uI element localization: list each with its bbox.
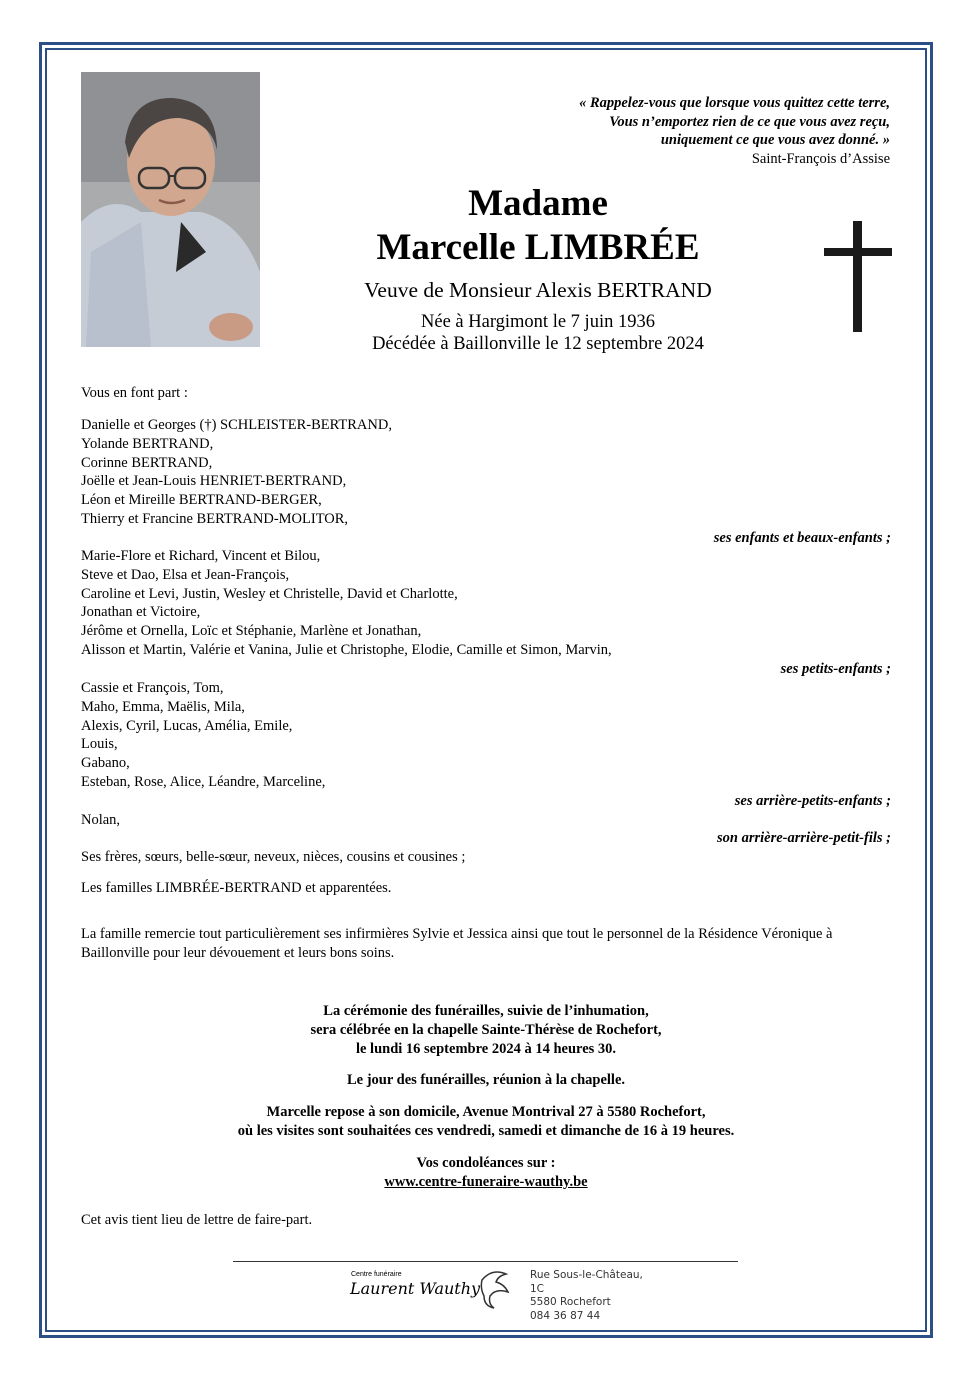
ceremony-line-3: le lundi 16 septembre 2024 à 14 heures 30. <box>355 1041 617 1057</box>
grandchildren-label: ses petits-enfants ; <box>780 660 891 677</box>
ceremony-line-1: La cérémonie des funérailles, suivie de l’inhumation, <box>323 1003 649 1019</box>
funeral-home-logo <box>336 1264 656 1322</box>
condolences-block <box>81 1154 891 1192</box>
list-item: Steve et Dao, Elsa et Jean-François, <box>81 566 290 583</box>
list-item: Alexis, Cyril, Lucas, Amélia, Emile, <box>81 717 293 734</box>
list-item: Nolan, <box>81 811 121 828</box>
footer-address <box>530 1269 656 1323</box>
great-grandchildren-label: ses arrière-petits-enfants ; <box>734 792 891 809</box>
ceremony-line-2: sera célébrée en la chapelle Sainte-Thérèse de Rochefort, <box>310 1022 662 1038</box>
logo-brand: Laurent Wauthy <box>350 1279 481 1298</box>
intro-text: Vous en font part : <box>81 385 188 401</box>
condolences-label: Vos condoléances sur : <box>416 1155 556 1171</box>
phone-number: 084 36 87 44 <box>530 1309 601 1322</box>
great-grandchildren-section <box>81 679 891 848</box>
families-text: Les familles LIMBRÉE-BERTRAND et apparentées. <box>81 880 392 896</box>
portrait-illustration <box>81 72 260 347</box>
footer-divider <box>233 1261 738 1262</box>
list-item: Thierry et Francine BERTRAND-MOLITOR, <box>81 510 349 527</box>
list-item: Gabano, <box>81 755 130 772</box>
quote-line-2: Vous n’emportez rien de ce que vous avez reçu, <box>609 113 890 130</box>
spouse-line: Veuve de Monsieur Alexis BERTRAND <box>364 278 712 302</box>
list-item: Caroline et Levi, Justin, Wesley et Christelle, David et Charlotte, <box>81 585 458 602</box>
cross-icon <box>824 221 892 332</box>
list-item: Jonathan et Victoire, <box>81 604 201 621</box>
honorific: Madame <box>468 183 608 224</box>
address-line-1: Rue Sous-le-Château, 1C <box>530 1269 643 1295</box>
list-item: Yolande BERTRAND, <box>81 435 214 452</box>
quote-line-3: uniquement ce que vous avez donné. » <box>660 132 890 148</box>
list-item: Jérôme et Ornella, Loïc et Stéphanie, Marlène et Jonathan, <box>81 623 422 640</box>
logo-small-text: Centre funéraire <box>351 1271 402 1278</box>
condolences-link[interactable]: www.centre-funeraire-wauthy.be <box>384 1174 588 1190</box>
epigraph-quote <box>330 94 890 168</box>
birth-line: Née à Hargimont le 7 juin 1936 <box>421 312 655 332</box>
quote-author: Saint-François d’Assise <box>751 150 890 167</box>
dove-icon <box>478 1266 512 1310</box>
list-item: Esteban, Rose, Alice, Léandre, Marceline, <box>81 773 326 790</box>
children-label: ses enfants et beaux-enfants ; <box>713 529 891 546</box>
grandchildren-section <box>81 547 891 679</box>
quote-line-1: « Rappelez-vous que lorsque vous quittez cette terre, <box>579 95 890 111</box>
list-item: Danielle et Georges (†) SCHLEISTER-BERTRAND, <box>81 417 392 433</box>
visits-line-2: où les visites sont souhaitées ces vendredi, samedi et dimanche de 16 à 19 heures. <box>237 1123 735 1139</box>
list-item: Alisson et Martin, Valérie et Vanina, Julie et Christophe, Elodie, Camille et Simon, Marvin, <box>81 641 612 658</box>
great-great-grandchild-label: son arrière-arrière-petit-fils ; <box>717 830 891 847</box>
portrait-photo <box>81 72 260 347</box>
meeting-text: Le jour des funérailles, réunion à la chapelle. <box>346 1072 626 1088</box>
list-item: Léon et Mireille BERTRAND-BERGER, <box>81 492 322 509</box>
ceremony-block <box>81 1002 891 1059</box>
list-item: Corinne BERTRAND, <box>81 454 213 471</box>
list-item: Cassie et François, Tom, <box>81 680 224 696</box>
visits-block <box>81 1103 891 1141</box>
children-section <box>81 416 891 548</box>
address-line-2: 5580 Rochefort <box>530 1296 611 1308</box>
list-item: Marie-Flore et Richard, Vincent et Bilou, <box>81 548 321 564</box>
deceased-name: Marcelle LIMBRÉE <box>376 227 700 268</box>
list-item: Maho, Emma, Maëlis, Mila, <box>81 698 245 715</box>
closing-text: Cet avis tient lieu de lettre de faire-part. <box>81 1212 313 1228</box>
death-line: Décédée à Baillonville le 12 septembre 2024 <box>372 334 704 354</box>
visits-line-1: Marcelle repose à son domicile, Avenue Montrival 27 à 5580 Rochefort, <box>266 1104 706 1120</box>
siblings-text: Ses frères, sœurs, belle-sœur, neveux, nièces, cousins et cousines ; <box>81 849 466 865</box>
thanks-text: La famille remercie tout particulièrement ses infirmières Sylvie et Jessica ainsi que tout le personnel de la Résidence Véronique à Baillonville pour leur dévouement et leurs bons soins. <box>81 926 833 961</box>
list-item: Louis, <box>81 736 118 753</box>
list-item: Joëlle et Jean-Louis HENRIET-BERTRAND, <box>81 473 347 490</box>
dates-block <box>300 311 776 355</box>
